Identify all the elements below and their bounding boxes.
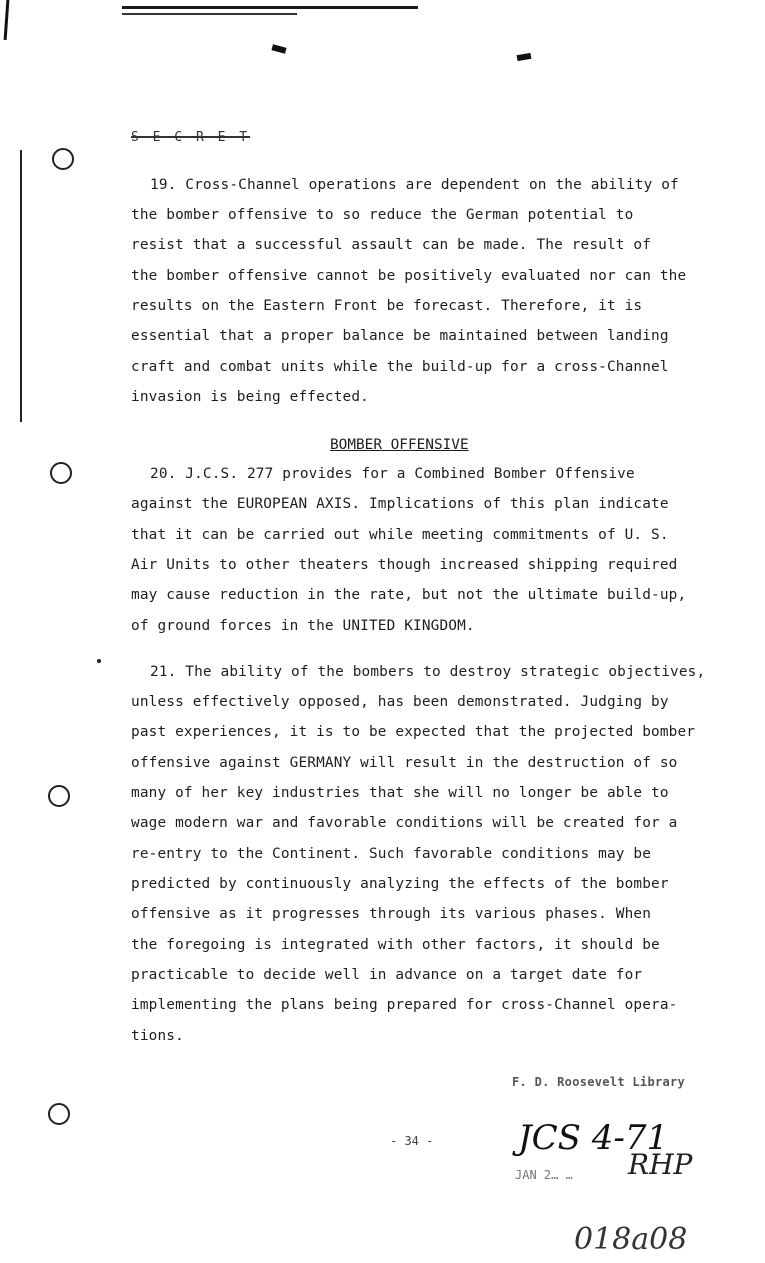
text-line: 20. J.C.S. 277 provides for a Combined Bomber Offensive [150,466,635,482]
speck [97,659,101,663]
library-stamp: F. D. Roosevelt Library [512,1075,686,1089]
binding-mark [271,44,286,53]
handwritten-reference: JCS 4-71 [518,1118,669,1158]
corner-mark [4,0,10,40]
text-line: 19. Cross-Channel operations are dependent on the ability of [150,177,679,193]
classification-marking: S E C R E T [131,130,251,145]
text-line: results on the Eastern Front be forecast. Therefore, it is [131,298,643,314]
text-line: of ground forces in the UNITED KINGDOM. [131,618,475,634]
text-line: against the EUROPEAN AXIS. Implications of this plan indicate [131,496,669,512]
text-line: predicted by continuously analyzing the effects of the bomber [131,876,669,892]
page-number: - 34 - [390,1134,434,1148]
punch-hole [48,1103,70,1125]
text-line: may cause reduction in the rate, but not the ultimate build-up, [131,587,687,603]
text-line: resist that a successful assault can be made. The result of [131,237,652,253]
top-rule [122,6,418,9]
text-line: offensive as it progresses through its various phases. When [131,906,652,922]
text-line: Air Units to other theaters though increased shipping required [131,557,678,573]
date-stamp: JAN 2… … [515,1168,573,1182]
text-line: tions. [131,1028,184,1044]
text-line: offensive against GERMANY will result in the destruction of so [131,755,678,771]
text-line: the foregoing is integrated with other factors, it should be [131,937,660,953]
text-line: invasion is being effected. [131,389,369,405]
text-line: unless effectively opposed, has been demonstrated. Judging by [131,694,669,710]
text-line: practicable to decide well in advance on a target date for [131,967,643,983]
text-line: implementing the plans being prepared for cross-Channel opera- [131,997,678,1013]
text-line: the bomber offensive cannot be positively evaluated nor can the [131,268,687,284]
section-heading: BOMBER OFFENSIVE [330,437,469,453]
text-line: the bomber offensive to so reduce the German potential to [131,207,634,223]
handwritten-initials: RHP [628,1148,693,1181]
text-line: re-entry to the Continent. Such favorable conditions may be [131,846,652,862]
text-line: wage modern war and favorable conditions will be created for a [131,815,678,831]
punch-hole [50,462,72,484]
document-number: 018a08 [574,1222,688,1257]
text-line: essential that a proper balance be maintained between landing [131,328,669,344]
text-line: past experiences, it is to be expected that the projected bomber [131,724,696,740]
margin-bar [20,150,22,422]
punch-hole [48,785,70,807]
text-line: 21. The ability of the bombers to destroy strategic objectives, [150,664,706,680]
text-line: that it can be carried out while meeting commitments of U. S. [131,527,669,543]
top-rule-secondary [122,13,297,15]
binding-mark [517,53,532,61]
punch-hole [52,148,74,170]
text-line: many of her key industries that she will no longer be able to [131,785,669,801]
text-line: craft and combat units while the build-up for a cross-Channel [131,359,669,375]
